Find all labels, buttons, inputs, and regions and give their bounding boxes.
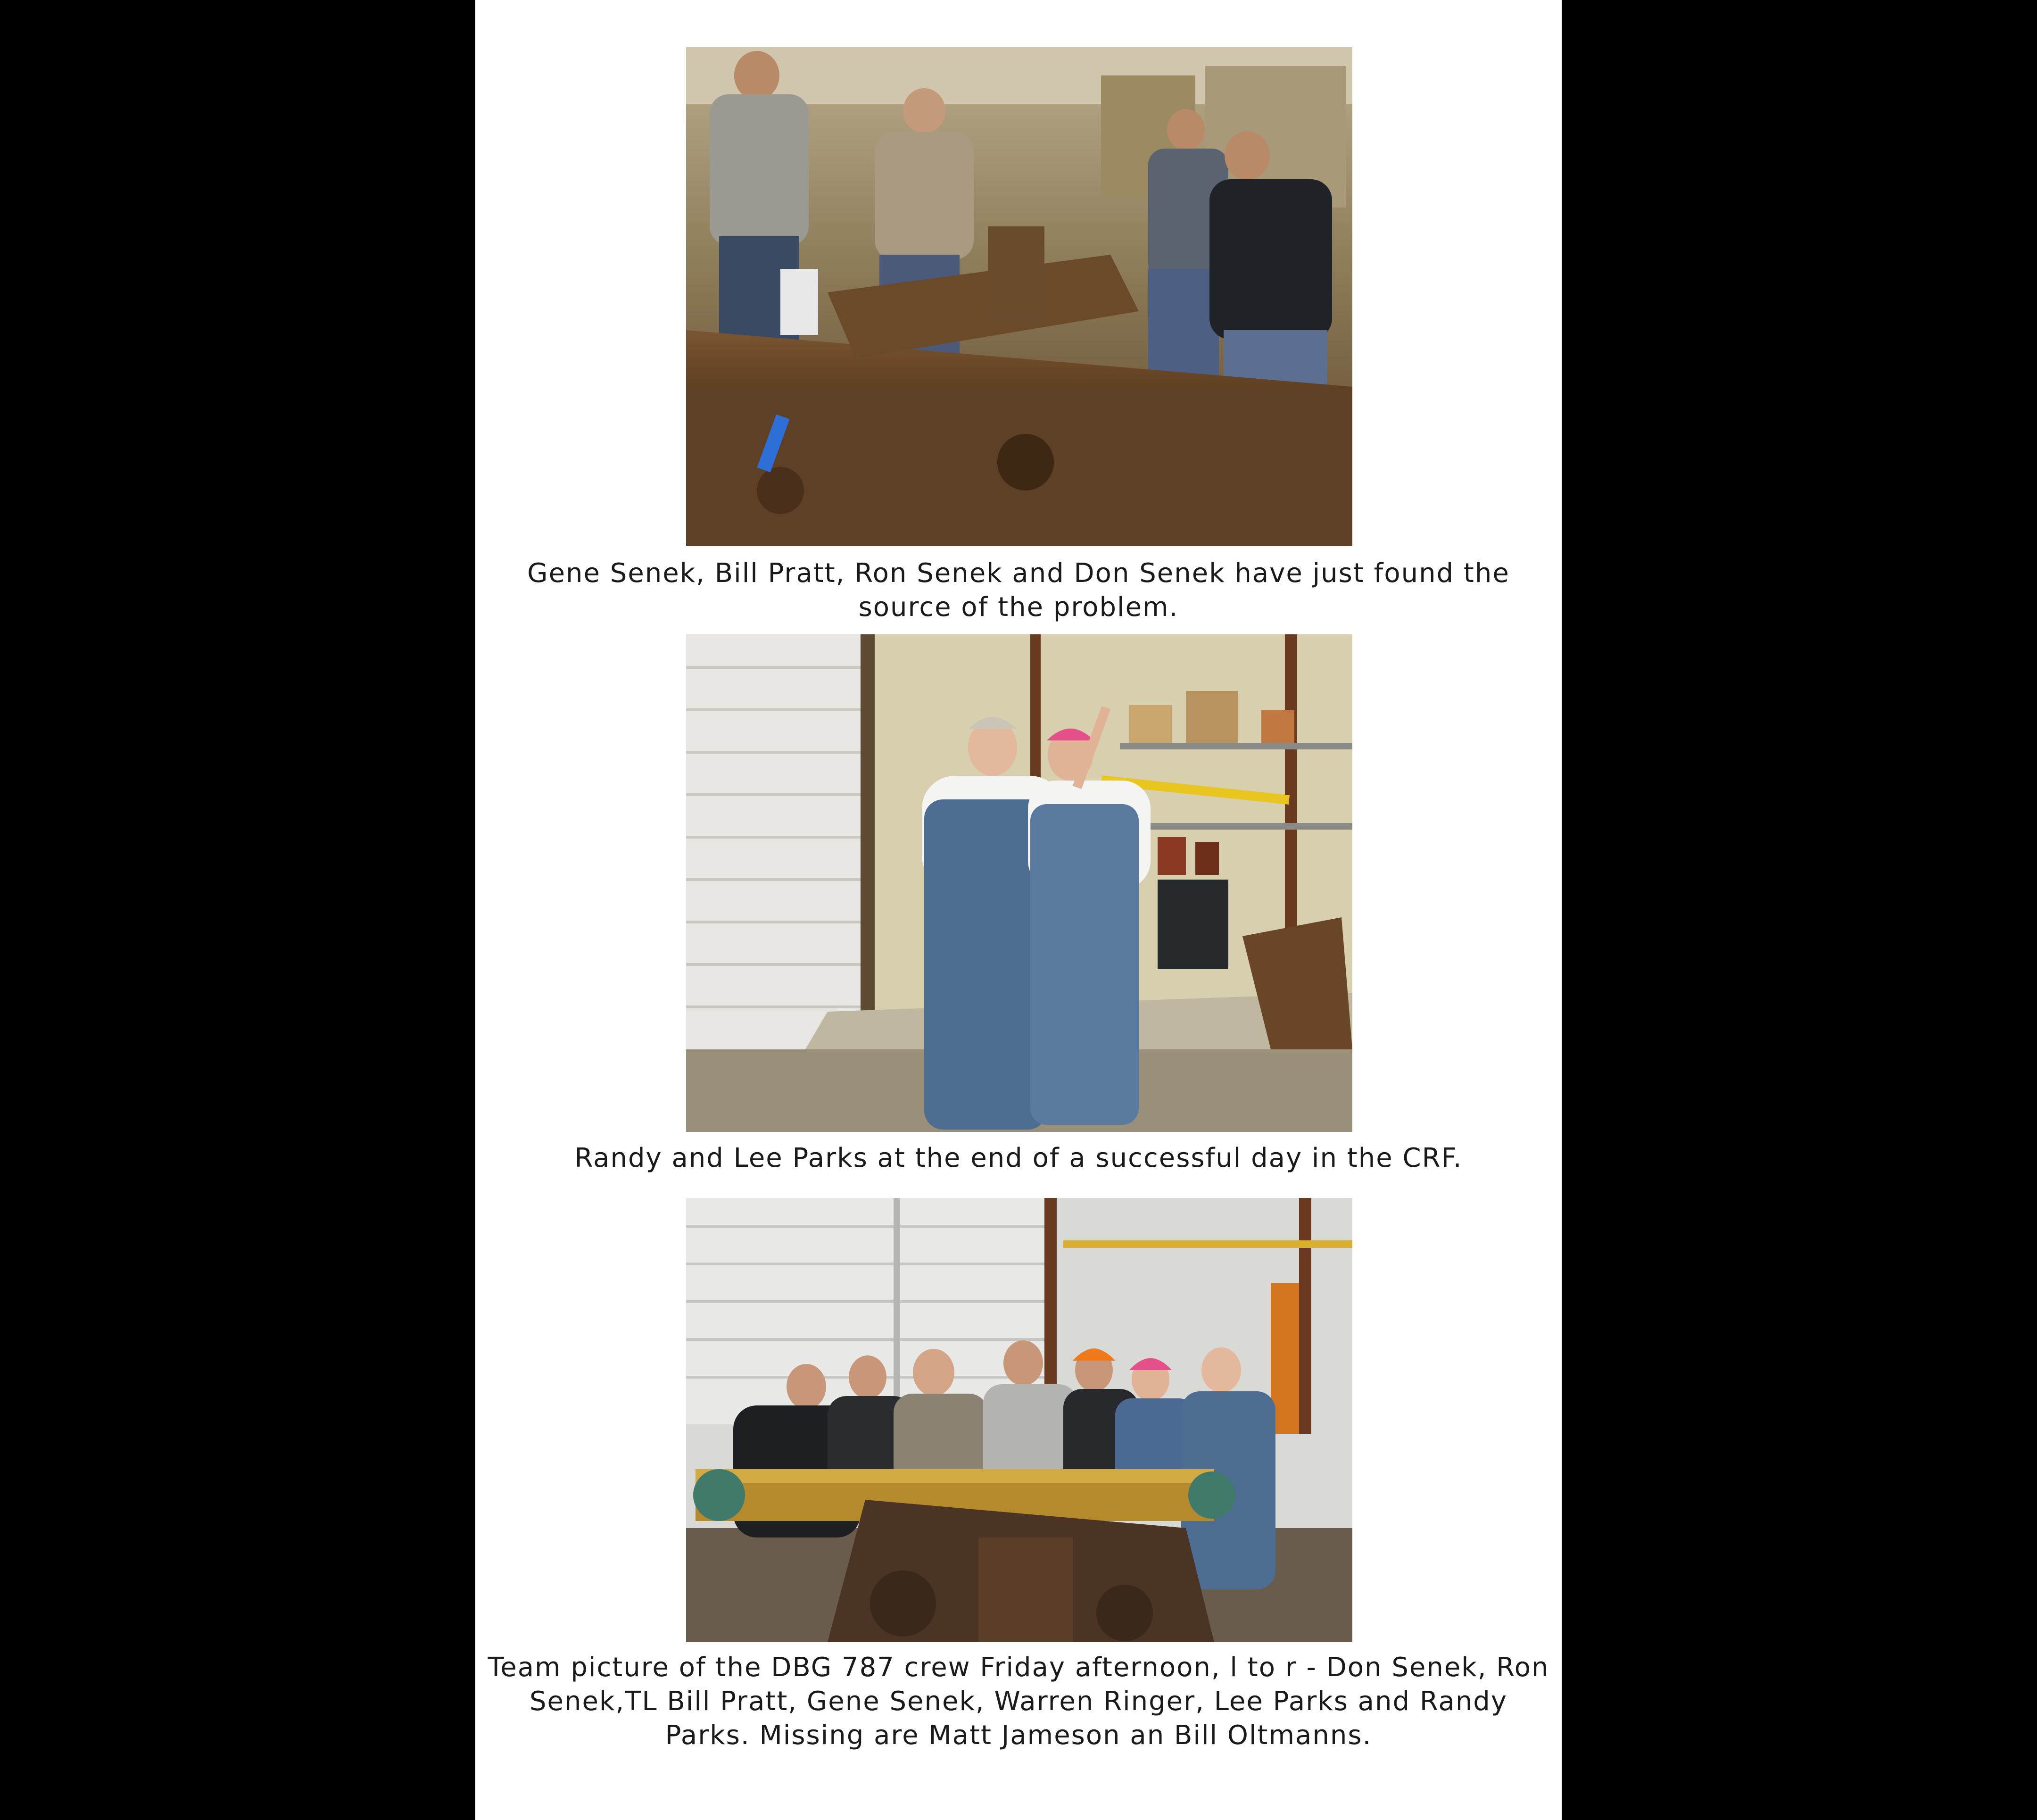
- document-page: [475, 0, 1562, 1820]
- caption-photo-1: [475, 557, 1562, 624]
- caption-line: Gene Senek, Bill Pratt, Ron Senek and Don Senek have just found the: [527, 558, 1510, 589]
- caption-photo-2: [475, 1141, 1562, 1175]
- caption-line: source of the problem.: [858, 592, 1179, 623]
- caption-line: Senek,TL Bill Pratt, Gene Senek, Warren Ringer, Lee Parks and Randy: [529, 1686, 1507, 1717]
- caption-line: Randy and Lee Parks at the end of a successful day in the CRF.: [574, 1143, 1463, 1173]
- photo-team-group: [686, 1198, 1352, 1642]
- photo-truck-frame-inspection: [686, 47, 1352, 546]
- photo-two-women-overalls: [686, 634, 1352, 1132]
- caption-photo-3: [475, 1651, 1562, 1753]
- caption-line: Parks. Missing are Matt Jameson an Bill Oltmanns.: [665, 1720, 1372, 1751]
- caption-line: Team picture of the DBG 787 crew Friday afternoon, l to r - Don Senek, Ron: [488, 1652, 1549, 1683]
